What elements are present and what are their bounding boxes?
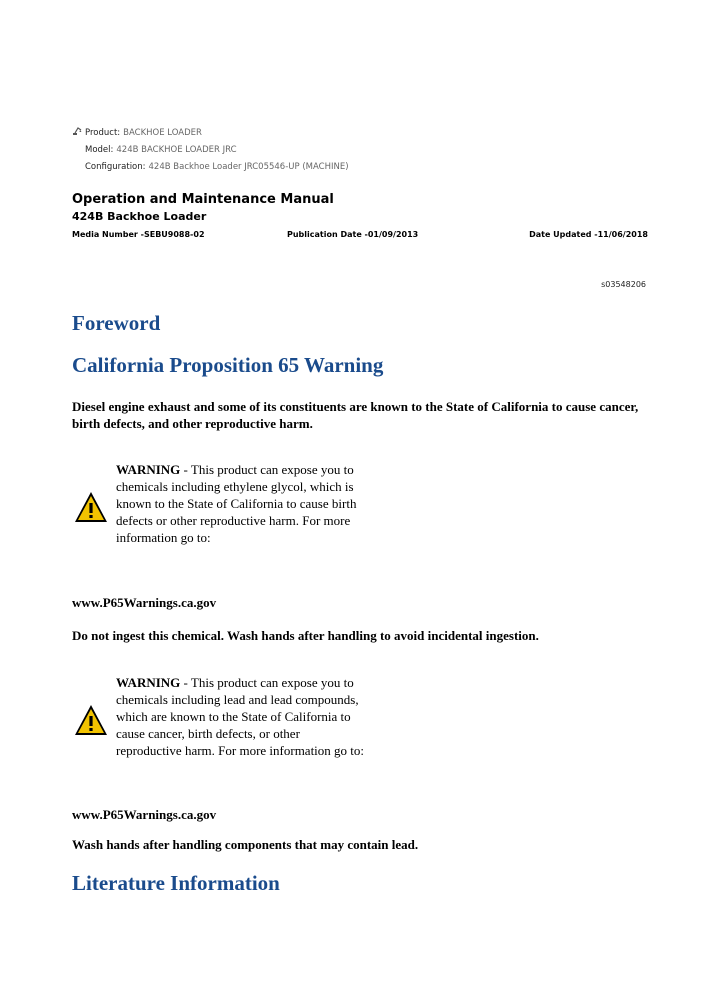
date-updated: Date Updated -11/06/2018 xyxy=(529,230,648,239)
product-info xyxy=(72,125,349,176)
product-row xyxy=(72,125,349,142)
literature-heading: Literature Information xyxy=(72,871,280,895)
warning-label: WARNING xyxy=(116,675,181,690)
ingest-warning-text: Do not ingest this chemical. Wash hands after handling to avoid incidental ingestion. xyxy=(72,628,539,643)
p65-link-2[interactable]: www.P65Warnings.ca.gov xyxy=(72,807,217,822)
document-id: s03548206 xyxy=(601,280,646,289)
warning-block-lead xyxy=(72,674,372,784)
product-label: Product: xyxy=(85,128,121,138)
model-value: 424B BACKHOE LOADER JRC xyxy=(116,145,237,155)
foreword-heading: Foreword xyxy=(72,311,161,335)
publication-date: Publication Date -01/09/2013 xyxy=(287,230,419,239)
product-value: BACKHOE LOADER xyxy=(123,128,202,138)
warning-text-2 xyxy=(116,674,366,759)
manual-subtitle: 424B Backhoe Loader xyxy=(72,210,207,223)
warning-body: - This product can expose you to chemicals including lead and lead compounds, which are known to the State of California to cause cancer, birth defects, or other reproductive harm. For more information go to: xyxy=(116,675,365,758)
configuration-label: Configuration: xyxy=(85,162,146,172)
warning-body: - This product can expose you to chemicals including ethylene glycol, which is known to the State of California to cause birth defects or other reproductive harm. For more information go to: xyxy=(116,462,357,545)
excavator-icon xyxy=(72,126,82,136)
warning-triangle-icon xyxy=(74,704,108,736)
prop65-heading: California Proposition 65 Warning xyxy=(72,353,384,377)
model-label: Model: xyxy=(85,145,114,155)
warning-triangle-icon xyxy=(74,491,108,523)
manual-title: Operation and Maintenance Manual xyxy=(72,192,334,207)
configuration-row xyxy=(72,159,349,176)
lead-wash-text: Wash hands after handling components that may contain lead. xyxy=(72,837,419,852)
warning-label: WARNING xyxy=(116,462,181,477)
configuration-value: 424B Backhoe Loader JRC05546-UP (MACHINE) xyxy=(148,162,349,172)
model-row xyxy=(72,142,349,159)
warning-block-ethylene-glycol xyxy=(72,461,372,571)
media-number: Media Number -SEBU9088-02 xyxy=(72,230,205,239)
warning-text-1 xyxy=(116,461,366,546)
exhaust-warning-text: Diesel engine exhaust and some of its constituents are known to the State of California to cause cancer, birth defects, and other reproductive harm. xyxy=(72,399,639,431)
p65-link-1[interactable]: www.P65Warnings.ca.gov xyxy=(72,595,217,610)
media-info-row xyxy=(72,230,648,244)
